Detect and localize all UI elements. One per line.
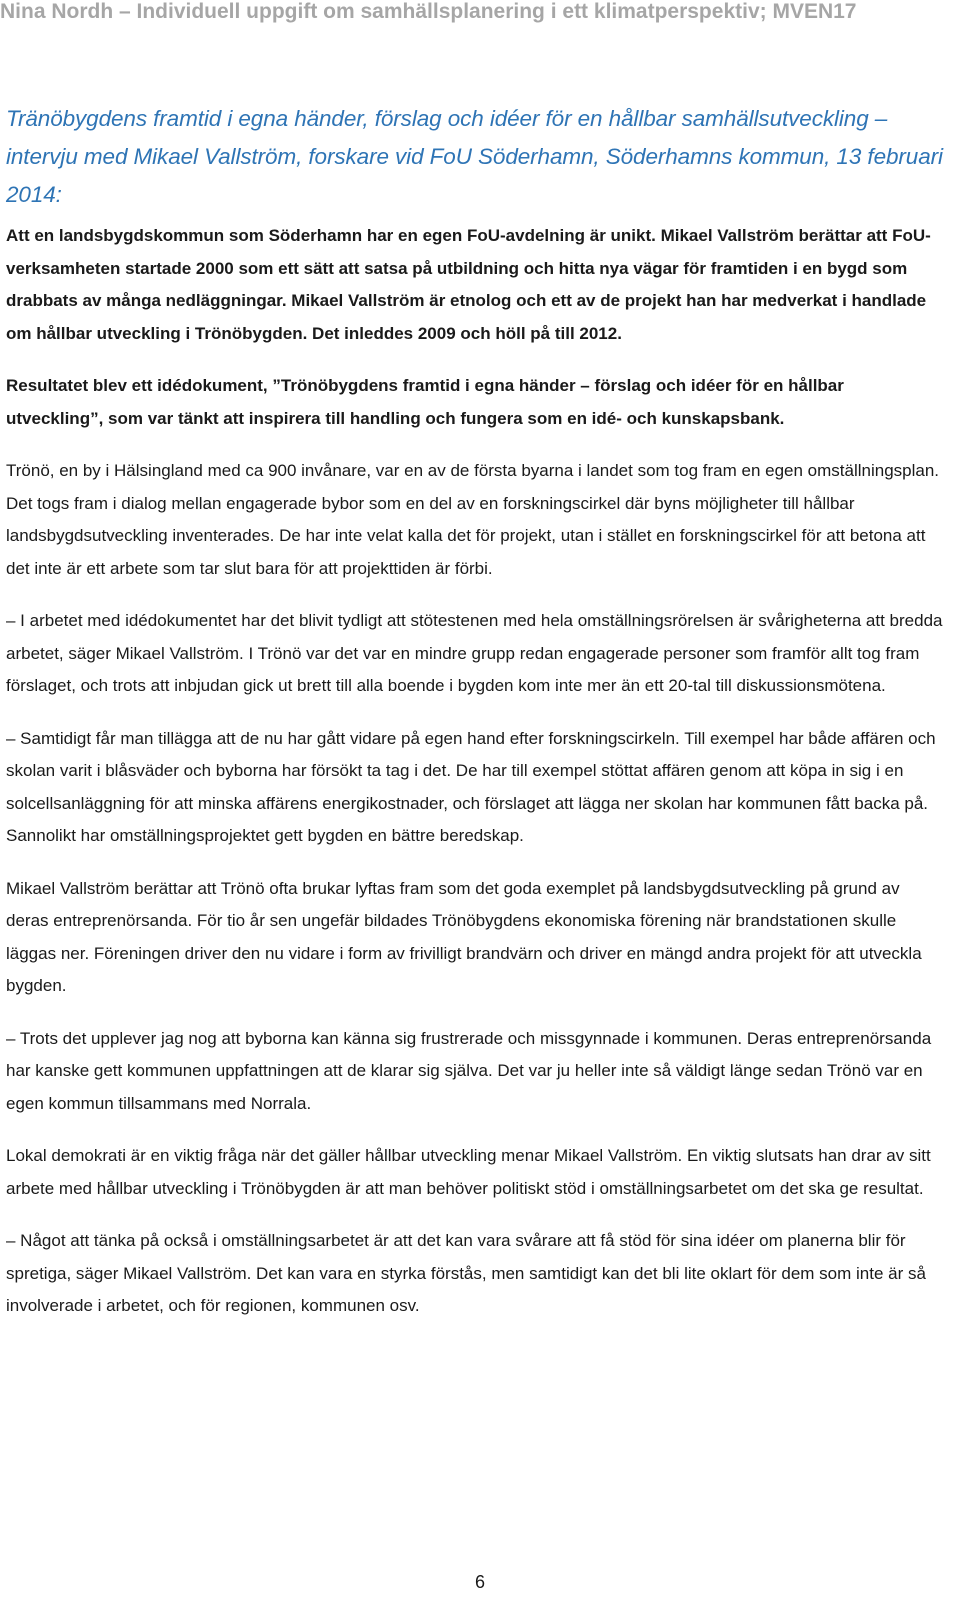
- body-paragraph: – Samtidigt får man tillägga att de nu har gått vidare på egen hand efter forskningscirkeln. Till exempel har både affären och skolan varit i blåsväder och byborna har försökt ta tag i det. De har till exempel stöttat affären genom att köpa in sig i en solcellsanläggning för att minska affärens energikostnader, och förslaget att lägga ner skolan har kommunen fått backa på. Sannolikt har omställningsprojektet gett bygden en bättre beredskap.: [6, 728, 936, 845]
- body-paragraph: Trönö, en by i Hälsingland med ca 900 invånare, var en av de första byarna i landet som tog fram en egen omställningsplan. Det togs fram i dialog mellan engagerade bybor som en del av en forskningscirkel där byns möjligheter till hållbar landsbygdsutveckling inventerades. De har inte velat kalla det för projekt, utan i stället en forskningscirkel för att betona att det inte är ett arbete som tar slut bara för att projekttiden är förbi.: [6, 461, 940, 578]
- body-paragraph: – I arbetet med idédokumentet har det blivit tydligt att stötestenen med hela omställningsrörelsen är svårigheterna att bredda arbetet, säger Mikael Vallström. I Trönö var det var en mindre grupp redan engagerade personer som framför allt tog fram förslaget, och trots att inbjudan gick ut brett till alla boende i bygden kom inte mer än ett 20-tal till diskussionsmötena.: [6, 611, 943, 695]
- running-header: Nina Nordh – Individuell uppgift om samhällsplanering i ett klimatperspektiv; MVEN17: [0, 0, 857, 23]
- article-body: [6, 100, 944, 1343]
- intro-paragraph: Resultatet blev ett idédokument, ”Trönöbygdens framtid i egna händer – förslag och idéer för en hållbar utveckling”, som var tänkt att inspirera till handling och fungera som en idé- och kunskapsbank.: [6, 376, 844, 428]
- body-paragraph: Lokal demokrati är en viktig fråga när det gäller hållbar utveckling menar Mikael Vallström. En viktig slutsats han drar av sitt arbete med hållbar utveckling i Trönöbygden är att man behöver politiskt stöd i omställningsarbetet om det ska ge resultat.: [6, 1146, 931, 1198]
- body-paragraph: – Trots det upplever jag nog att byborna kan känna sig frustrerade och missgynnade i kommunen. Deras entreprenörsanda har kanske gett kommunen uppfattningen att de klarar sig själva. Det var ju heller inte så väldigt länge sedan Trönö var en egen kommun tillsammans med Norrala.: [6, 1028, 932, 1113]
- body-paragraph: Mikael Vallström berättar att Trönö ofta brukar lyftas fram som det goda exemplet på landsbygdsutveckling på grund av deras entreprenörsanda. För tio år sen ungefär bildades Trönöbygdens ekonomiska förening när brandstationen skulle läggas ner. Föreningen driver den nu vidare i form av frivilligt brandvärn och driver en mängd andra projekt för att utveckla bygden.: [6, 878, 922, 995]
- intro-paragraph: Att en landsbygdskommun som Söderhamn har en egen FoU-avdelning är unikt. Mikael Vallström berättar att FoU-verksamheten startade 2000 som ett sätt att satsa på utbildning och hitta nya vägar för framtiden i en bygd som drabbats av många nedläggningar. Mikael Vallström är etnolog och ett av de projekt han har medverkat i handlade om hållbar utveckling i Trönöbygden. Det inleddes 2009 och höll på till 2012.: [6, 226, 931, 343]
- article-heading: Tränöbygdens framtid i egna händer, förslag och idéer för en hållbar samhällsutveckling – intervju med Mikael Vallström, forskare vid FoU Söderhamn, Söderhamns kommun, 13 februari 2014:: [6, 106, 943, 207]
- body-paragraph: – Något att tänka på också i omställningsarbetet är att det kan vara svårare att få stöd för sina idéer om planerna blir för spretiga, säger Mikael Vallström. Det kan vara en styrka förstås, men samtidigt kan det bli lite oklart för dem som inte är så involverade i arbetet, och för regionen, kommunen osv.: [6, 1231, 926, 1315]
- page-number: 6: [474, 1572, 485, 1592]
